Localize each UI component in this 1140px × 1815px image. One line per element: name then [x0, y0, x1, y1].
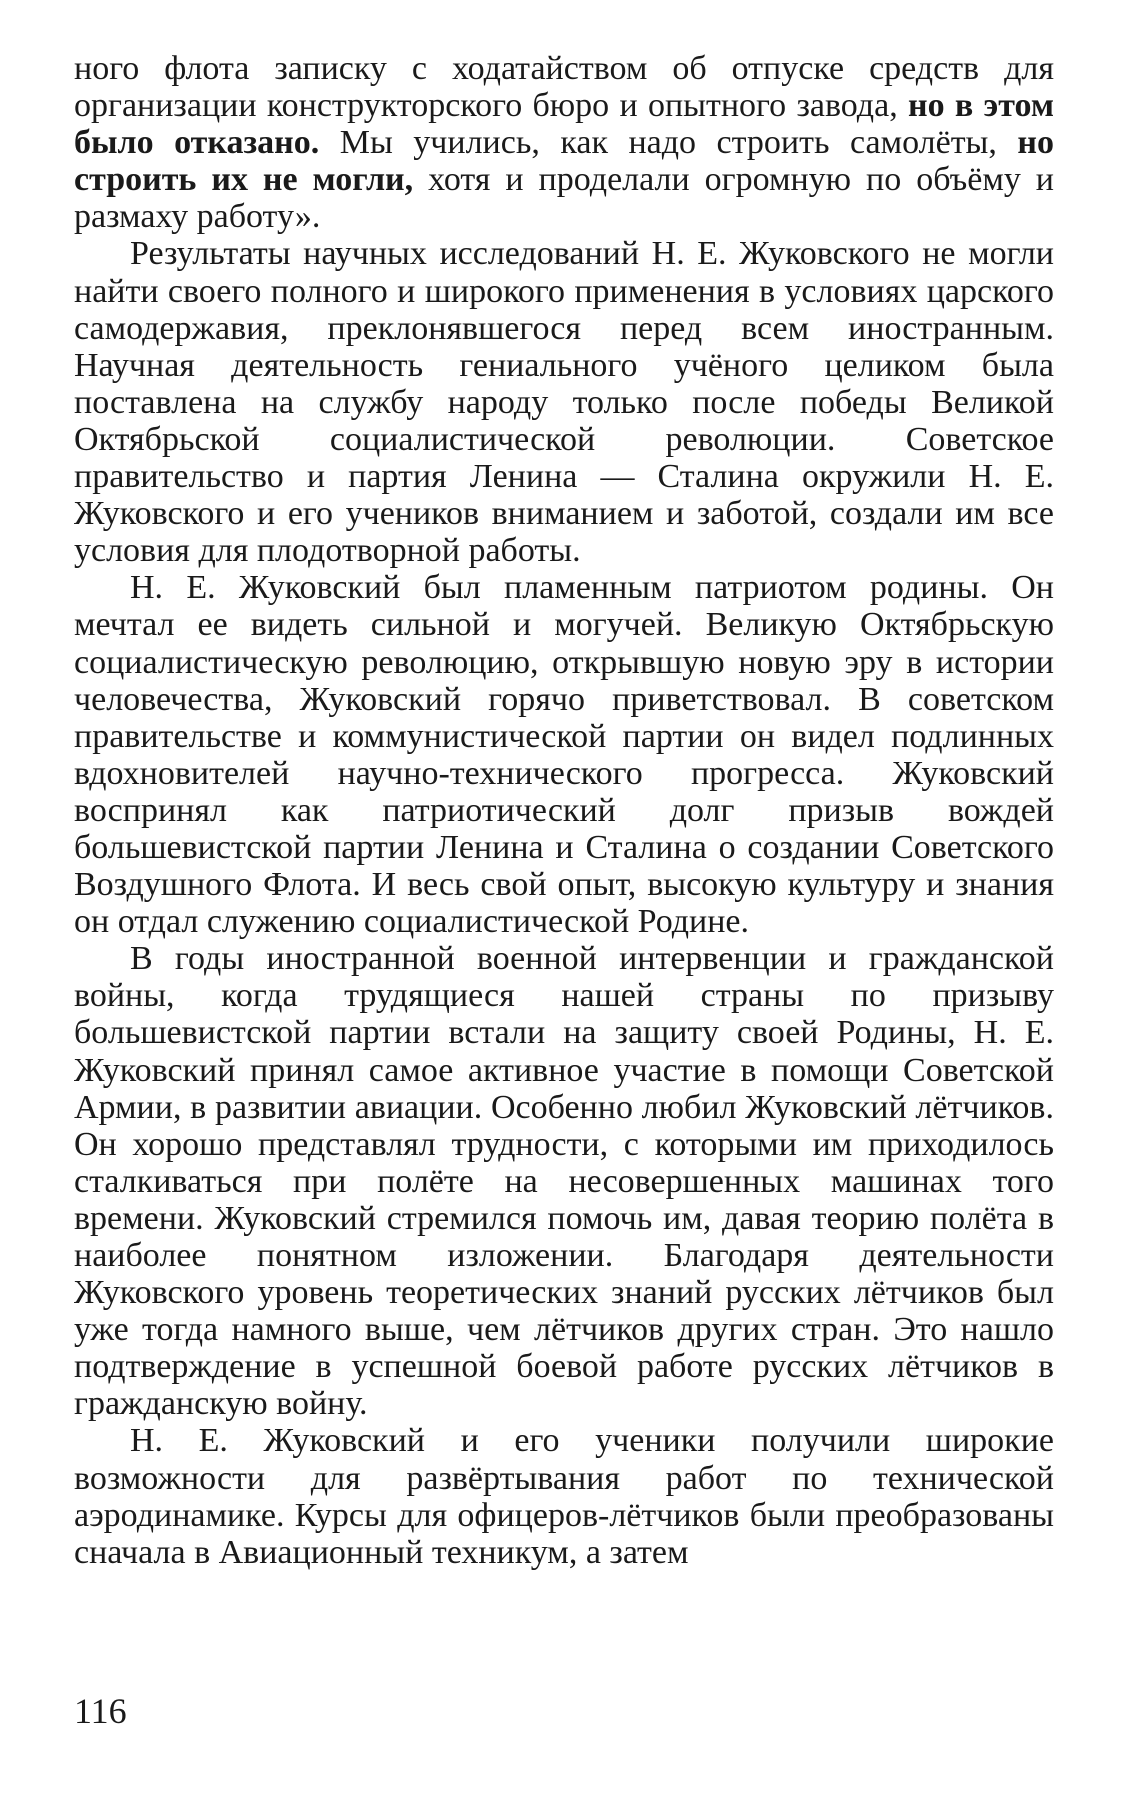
paragraph-3-text: Н. Е. Жуковский был пламенным патриотом родины. Он мечтал ее видеть сильной и могучей. Великую Октябрьскую социалистическую революцию, открывшую новую эру в истории человечества, Жуковский горячо приветствовал. В советском правительстве и коммунистической партии он видел подлинных вдохновителей научно-технического прогресса. Жуковский воспринял как патриотический долг призыв вождей большевистской партии Ленина и Сталина о создании Советского Воздушного Флота. И весь свой опыт, высокую культуру и знания он отдал служению социалистической Родине. [74, 569, 1054, 941]
paragraph-2-text: Результаты научных исследований Н. Е. Жуковского не могли найти своего полного и широкого применения в условиях царского самодержавия, преклонявшегося перед всем иностранным. Научная деятельность гениального учёного целиком была поставлена на службу народу только после победы Великой Октябрьской социалистической революции. Советское правительство и партия Ленина — Сталина окружили Н. Е. Жуковского и его учеников вниманием и заботой, создали им все условия для плодотворной работы. [74, 235, 1054, 570]
page-number: 116 [74, 1691, 127, 1731]
paragraph-1 [74, 50, 1054, 235]
paragraph-5-text: Н. Е. Жуковский и его ученики получили широкие возможности для развёртывания работ по технической аэродинамике. Курсы для офицеров-лётчиков были преобразованы сначала в Авиационный техникум, а затем [74, 1422, 1054, 1571]
paragraph-4 [74, 940, 1054, 1422]
page-body [74, 50, 1054, 1571]
paragraph-1-text-3: хотя и проделали огромную по объёму и размаху работу». [74, 161, 1054, 236]
paragraph-2 [74, 235, 1054, 569]
paragraph-4-text: В годы иностранной военной интервенции и гражданской войны, когда трудящиеся нашей страны по призыву большевистской партии встали на защиту своей Родины, Н. Е. Жуковский принял самое активное участие в помощи Советской Армии, в развитии авиации. Особенно любил Жуковский лётчиков. Он хорошо представлял трудности, с которыми им приходилось сталкиваться при полёте на несовершенных машинах того времени. Жуковский стремился помочь им, давая теорию полёта в наиболее понятном изложении. Благодаря деятельности Жуковского уровень теоретических знаний русских лётчиков был уже тогда намного выше, чем лётчиков других стран. Это нашло подтверждение в успешной боевой работе русских лётчиков в гражданскую войну. [74, 940, 1054, 1423]
paragraph-1-text-1: ного флота записку с ходатайством об отпуске средств для организации конструкторского бюро и опытного завода, [74, 50, 1054, 125]
paragraph-1-bold-1: но в этом было отказано. [74, 87, 1054, 162]
paragraph-1-bold-2: но строить их не могли, [74, 124, 1055, 199]
paragraph-5 [74, 1422, 1054, 1570]
paragraph-3 [74, 569, 1054, 940]
paragraph-1-text-2: Мы учились, как надо строить самолёты, [319, 124, 1018, 162]
